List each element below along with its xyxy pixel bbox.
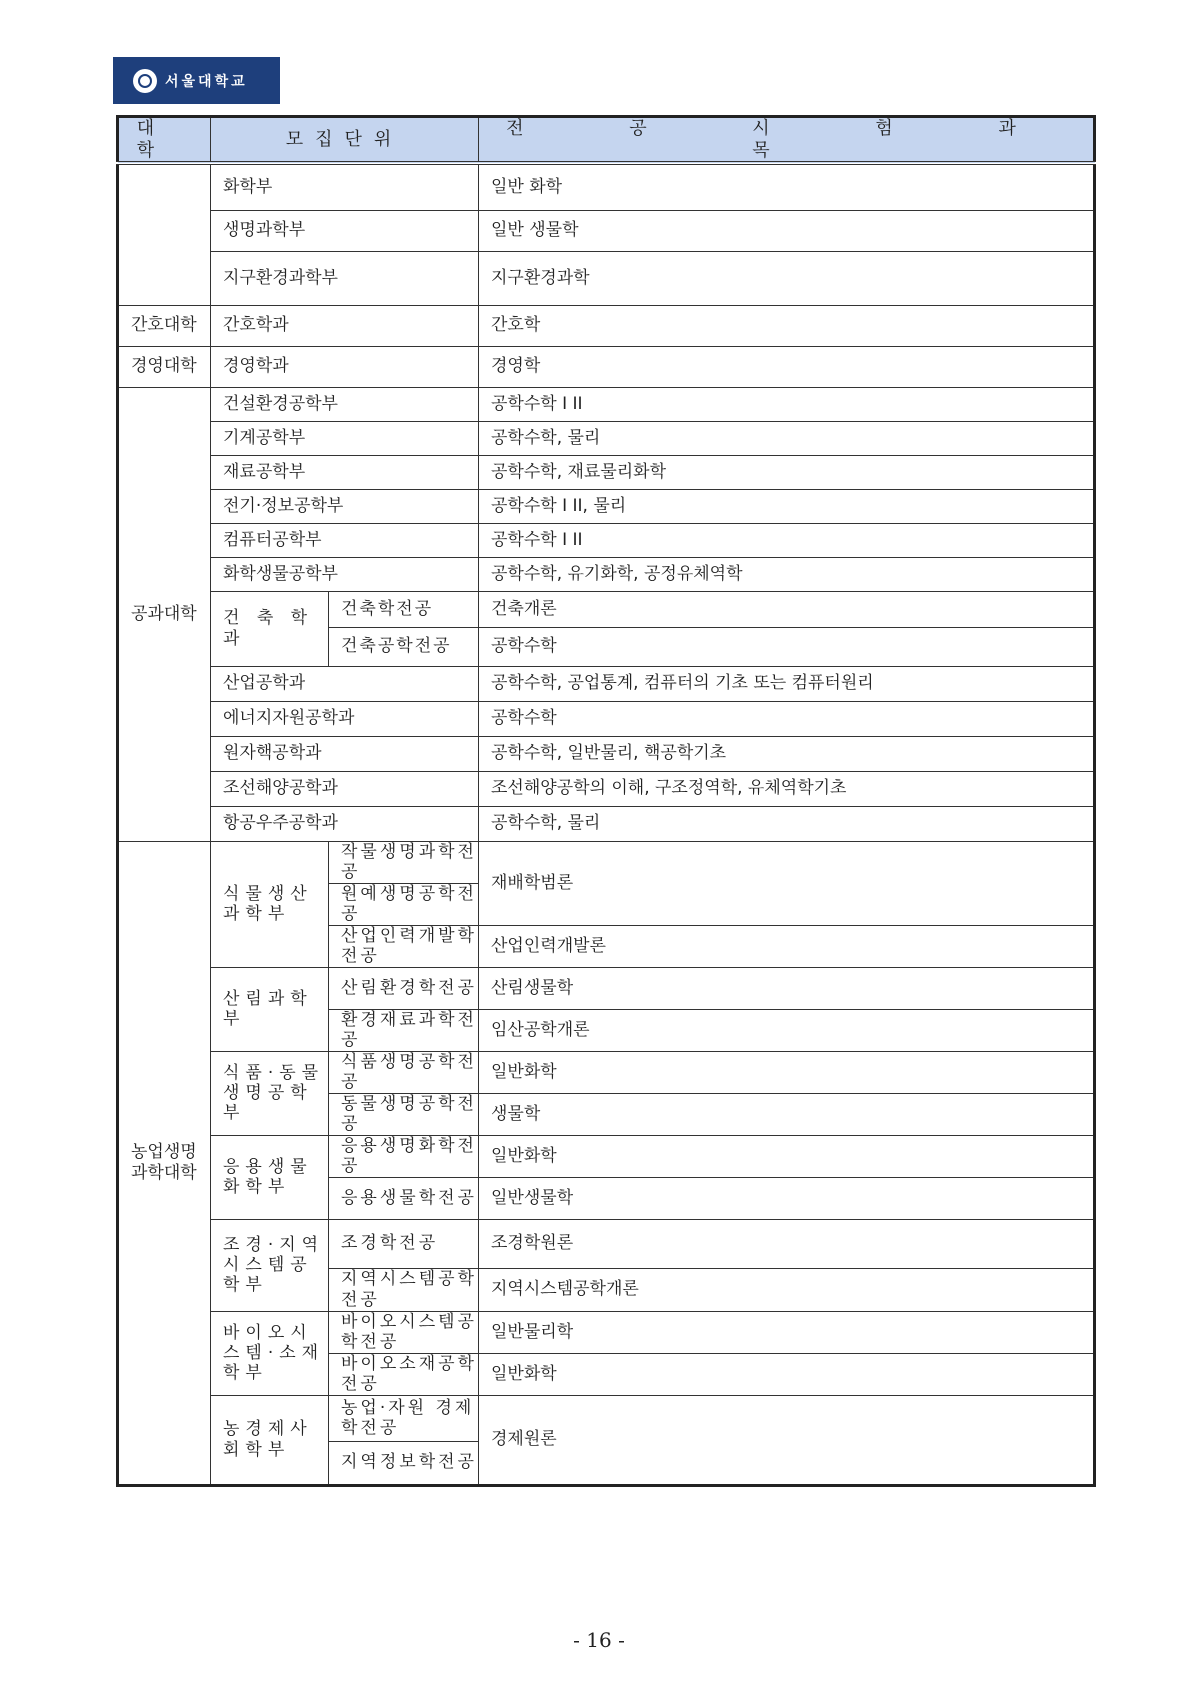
- subjects-cell: 지역시스템공학개론: [479, 1268, 1095, 1311]
- unit-cell: 기계공학부: [211, 421, 479, 455]
- subjects-cell: 경제원론: [479, 1395, 1095, 1485]
- major-cell: 산림환경학전공: [329, 967, 479, 1009]
- table-row: [118, 455, 1095, 489]
- header-subjects: 전 공 시 험 과 목: [479, 117, 1095, 164]
- header-unit: 모집단위: [211, 117, 479, 164]
- major-cell: 건축공학전공: [329, 627, 479, 666]
- major-cell: 농업·자원 경제학전공: [329, 1395, 479, 1441]
- group-cell: 식물생산과학부: [211, 841, 329, 967]
- major-cell: 바이오소재공학전공: [329, 1353, 479, 1395]
- table-row: [118, 251, 1095, 305]
- table-row: [118, 1135, 1095, 1177]
- institution-name: 서울대학교: [165, 73, 248, 90]
- unit-cell: 항공우주공학과: [211, 806, 479, 841]
- college-cell: 경영대학: [118, 346, 211, 387]
- subjects-cell: 일반생물학: [479, 1177, 1095, 1219]
- group-cell: 조경·지역시스템공학부: [211, 1219, 329, 1311]
- table-row: [118, 1051, 1095, 1093]
- group-cell: 농경제사회학부: [211, 1395, 329, 1485]
- group-cell: 건 축 학 과: [211, 591, 329, 666]
- university-seal-icon: [133, 69, 157, 93]
- unit-cell: 재료공학부: [211, 455, 479, 489]
- table-row: [118, 967, 1095, 1009]
- unit-cell: 건설환경공학부: [211, 387, 479, 421]
- table-row: [118, 523, 1095, 557]
- table-row: [118, 1395, 1095, 1441]
- major-cell: 응용생명화학전공: [329, 1135, 479, 1177]
- subjects-cell: 공학수학, 일반물리, 핵공학기초: [479, 736, 1095, 771]
- subjects-cell: 공학수학, 재료물리화학: [479, 455, 1095, 489]
- major-cell: 원예생명공학전공: [329, 883, 479, 925]
- college-cell: 농업생명과학대학: [118, 841, 211, 1485]
- subjects-cell: 경영학: [479, 346, 1095, 387]
- group-cell: 식품·동물생명공학부: [211, 1051, 329, 1135]
- unit-cell: 간호학과: [211, 305, 479, 346]
- table-row: [118, 806, 1095, 841]
- major-cell: 건축학전공: [329, 591, 479, 627]
- subjects-cell: 공학수학 I II: [479, 387, 1095, 421]
- major-cell: 바이오시스템공학전공: [329, 1311, 479, 1353]
- unit-cell: 에너지자원공학과: [211, 701, 479, 736]
- subjects-cell: 일반화학: [479, 1051, 1095, 1093]
- unit-cell: 경영학과: [211, 346, 479, 387]
- major-cell: 산업인력개발학전공: [329, 925, 479, 967]
- table-row: [118, 210, 1095, 251]
- major-cell: 지역시스템공학전공: [329, 1268, 479, 1311]
- subjects-cell: 간호학: [479, 305, 1095, 346]
- unit-cell: 생명과학부: [211, 210, 479, 251]
- college-cell: 간호대학: [118, 305, 211, 346]
- major-cell: 동물생명공학전공: [329, 1093, 479, 1135]
- unit-cell: 컴퓨터공학부: [211, 523, 479, 557]
- unit-cell: 화학생물공학부: [211, 557, 479, 591]
- page-number: - 16 -: [573, 1628, 625, 1652]
- table-row: [118, 701, 1095, 736]
- table-row: [118, 489, 1095, 523]
- table-row: [118, 591, 1095, 627]
- subjects-cell: 공학수학, 물리: [479, 806, 1095, 841]
- subjects-cell: 산림생물학: [479, 967, 1095, 1009]
- unit-cell: 조선해양공학과: [211, 771, 479, 806]
- subjects-cell: 일반 화학: [479, 163, 1095, 210]
- subjects-cell: 공학수학, 공업통계, 컴퓨터의 기초 또는 컴퓨터원리: [479, 666, 1095, 701]
- exam-subjects-table: [116, 115, 1096, 1487]
- table-row: [118, 305, 1095, 346]
- table-row: [118, 841, 1095, 883]
- college-cell: 공과대학: [118, 387, 211, 841]
- subjects-cell: 생물학: [479, 1093, 1095, 1135]
- subjects-cell: 일반화학: [479, 1135, 1095, 1177]
- table-row: [118, 1311, 1095, 1353]
- major-cell: 조경학전공: [329, 1219, 479, 1268]
- subjects-cell: 일반 생물학: [479, 210, 1095, 251]
- table-row: [118, 1219, 1095, 1268]
- unit-cell: 원자핵공학과: [211, 736, 479, 771]
- table-row: [118, 163, 1095, 210]
- subjects-cell: 조선해양공학의 이해, 구조정역학, 유체역학기초: [479, 771, 1095, 806]
- unit-cell: 산업공학과: [211, 666, 479, 701]
- group-cell: 바이오시스템·소재학부: [211, 1311, 329, 1395]
- unit-cell: 화학부: [211, 163, 479, 210]
- table-row: [118, 736, 1095, 771]
- college-cell-blank: [118, 163, 211, 305]
- group-cell: 산림과학부: [211, 967, 329, 1051]
- table-row: [118, 421, 1095, 455]
- major-cell: 지역정보학전공: [329, 1441, 479, 1485]
- university-logo: [113, 57, 280, 104]
- table-row: [118, 346, 1095, 387]
- table-row: [118, 771, 1095, 806]
- group-cell: 응용생물화학부: [211, 1135, 329, 1219]
- major-cell: 환경재료과학전공: [329, 1009, 479, 1051]
- table-row: [118, 387, 1095, 421]
- subjects-cell: 공학수학: [479, 701, 1095, 736]
- major-cell: 식품생명공학전공: [329, 1051, 479, 1093]
- subjects-cell: 공학수학 I II: [479, 523, 1095, 557]
- subjects-cell: 조경학원론: [479, 1219, 1095, 1268]
- subjects-cell: 일반화학: [479, 1353, 1095, 1395]
- subjects-cell: 건축개론: [479, 591, 1095, 627]
- subjects-cell: 일반물리학: [479, 1311, 1095, 1353]
- major-cell: 응용생물학전공: [329, 1177, 479, 1219]
- unit-cell: 지구환경과학부: [211, 251, 479, 305]
- subjects-cell: 공학수학, 유기화학, 공정유체역학: [479, 557, 1095, 591]
- unit-cell: 전기·정보공학부: [211, 489, 479, 523]
- subjects-cell: 재배학범론: [479, 841, 1095, 925]
- subjects-cell: 임산공학개론: [479, 1009, 1095, 1051]
- header-college: 대 학: [118, 117, 211, 164]
- table-row: [118, 666, 1095, 701]
- subjects-cell: 산업인력개발론: [479, 925, 1095, 967]
- subjects-cell: 공학수학: [479, 627, 1095, 666]
- table-header-row: [118, 117, 1095, 164]
- subjects-cell: 지구환경과학: [479, 251, 1095, 305]
- table-row: [118, 557, 1095, 591]
- major-cell: 작물생명과학전공: [329, 841, 479, 883]
- subjects-cell: 공학수학, 물리: [479, 421, 1095, 455]
- subjects-cell: 공학수학 I II, 물리: [479, 489, 1095, 523]
